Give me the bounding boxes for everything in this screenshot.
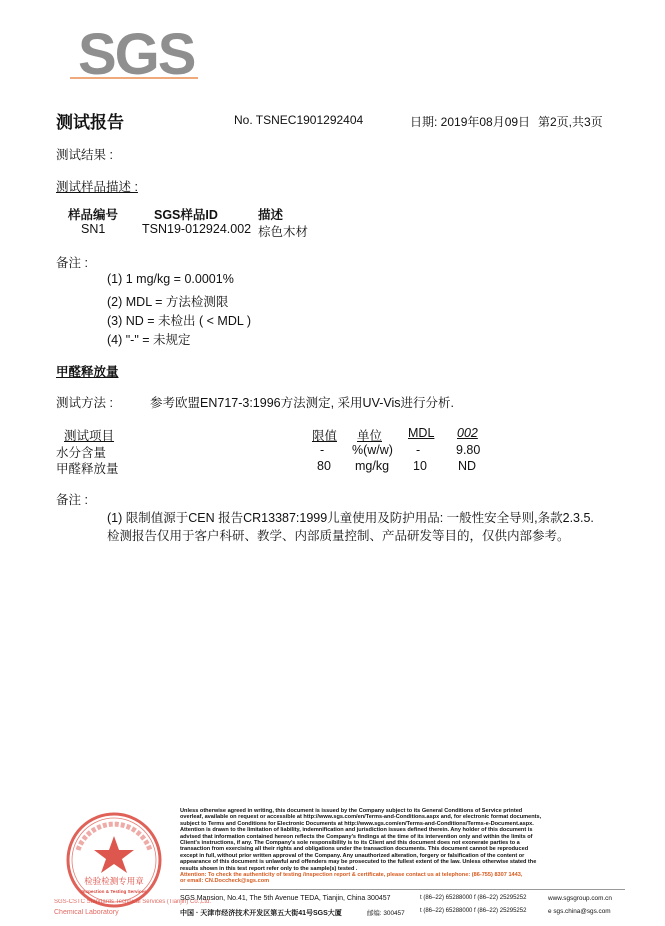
sample-cell-sgs-id: TSN19-012924.002 xyxy=(142,222,252,236)
footer-divider xyxy=(180,889,625,890)
results-cell-unit: mg/kg xyxy=(355,459,390,473)
sample-header-desc: 描述 xyxy=(258,208,284,222)
stamp-lab-text: Chemical Laboratory xyxy=(54,909,119,916)
results-cell-sample: 9.80 xyxy=(456,443,481,457)
note-item: (2) MDL = 方法检测限 xyxy=(107,295,229,309)
sgs-logo xyxy=(70,14,200,86)
disclaimer-line: appearance of this document is unlawful and offenders may be prosecuted to the fullest extent of the law. Unless otherwise stated the xyxy=(180,859,537,866)
stamp-center-text: 检验检测专用章 xyxy=(84,877,144,887)
sample-description-label: 测试样品描述 : xyxy=(56,180,138,194)
footer-address-cn: 中国 · 天津市经济技术开发区第五大街41号SGS大厦 xyxy=(180,910,342,917)
disclaimer-line: Attention is drawn to the limitation of liability, indemnification and jurisdiction issues defined therein. Any holder of this document is xyxy=(180,827,533,834)
disclaimer-line: transaction from exercising all their rights and obligations under the transaction documents. This document cannot be reproduced xyxy=(180,846,529,853)
footer-website: www.sgsgroup.com.cn xyxy=(548,895,612,902)
section-title: 甲醛释放量 xyxy=(56,365,119,379)
note2-item: (1) 限制值源于CEN 报告CR13387:1999儿童使用及防护用品: 一般性安全导则,条款2.3.5. xyxy=(107,511,594,525)
stamp-en-text: Inspection & Testing Services xyxy=(81,889,147,894)
notes2-label: 备注 : xyxy=(56,493,88,507)
report-date: 日期: 2019年08月09日 xyxy=(410,115,531,129)
disclaimer-line: except in full, without prior written approval of the Company. Any unauthorized alteration, forgery or falsification of the content or xyxy=(180,852,525,859)
stamp-company-text: SGS-CSTC Standards Technical Services (Tianjin) Co.,Ltd. xyxy=(54,899,212,905)
star-icon xyxy=(94,836,134,873)
sample-cell-desc: 棕色木材 xyxy=(258,225,309,239)
results-header-item: 测试项目 xyxy=(64,429,115,443)
notes-label: 备注 : xyxy=(56,256,88,270)
sgs-logo-graphic xyxy=(70,14,200,86)
results-cell-mdl: 10 xyxy=(413,459,427,473)
footer-postcode: 邮编: 300457 xyxy=(367,910,405,917)
results-cell-item: 甲醛释放量 xyxy=(56,462,119,476)
results-cell-item: 水分含量 xyxy=(56,446,107,460)
disclaimer-line: Client's instructions, if any. The Company's sole responsibility is to its Client and this document does not exonerate parties to a xyxy=(180,840,520,847)
results-cell-limit: 80 xyxy=(317,459,331,473)
sgs-logo-text: SGS xyxy=(78,22,195,86)
note-item: (3) ND = 未检出 ( < MDL ) xyxy=(107,314,251,328)
footer-email: e sgs.china@sgs.com xyxy=(548,908,611,915)
results-cell-mdl: - xyxy=(416,443,421,457)
footer-phone-2: t (86–22) 65288000 f (86–22) 25295252 xyxy=(420,908,527,914)
sample-cell-id: SN1 xyxy=(81,222,106,236)
disclaimer-line: overleaf, available on request or accessible at http://www.sgs.com/en/Terms-and-Conditions.aspx and, for electronic format documents, xyxy=(180,814,542,821)
results-header-sample: 002 xyxy=(457,426,478,440)
results-cell-limit: - xyxy=(320,443,325,457)
results-cell-sample: ND xyxy=(458,459,477,473)
sample-header-sgs-id: SGS样品ID xyxy=(154,208,218,222)
note-item: (4) "-" = 未规定 xyxy=(107,333,191,347)
disclaimer-line: advised that information contained hereon reflects the Company's findings at the time of its intervention only and within the limits of xyxy=(180,833,533,840)
results-label: 测试结果 : xyxy=(56,148,113,162)
sample-header-id: 样品编号 xyxy=(68,208,119,222)
footer-address-en: SGS Mansion, No.41, The 5th Avenue TEDA, Tianjin, China 300457 xyxy=(180,895,391,902)
disclaimer-block xyxy=(180,808,622,885)
disclaimer-line: results shown in this test report refer only to the sample(s) tested . xyxy=(180,865,358,872)
note-item: (1) 1 mg/kg = 0.0001% xyxy=(107,272,234,286)
results-header-unit: 单位 xyxy=(357,429,383,443)
attention-line: Attention: To check the authenticity of testing /inspection report & certificate, please contact us at telephone: (86-755) 8307 1443, xyxy=(180,872,523,879)
attention-line: or email: CN.Doccheck@sgs.com xyxy=(180,878,270,885)
report-number: No. TSNEC1901292404 xyxy=(234,113,364,127)
disclaimer-line: subject to Terms and Conditions for Electronic Documents at http://www.sgs.com/en/Terms-and-Conditions/Terms-e-Document.aspx. xyxy=(180,820,534,827)
note2-item: 检测报告仅用于客户科研、教学、内部质量控制、产品研发等目的，仅供内部参考。 xyxy=(107,529,570,543)
method-text: 参考欧盟EN717-3:1996方法测定, 采用UV-Vis进行分析. xyxy=(150,396,455,410)
method-label: 测试方法 : xyxy=(56,396,113,410)
disclaimer-line: Unless otherwise agreed in writing, this document is issued by the Company subject to its General Conditions of Service printed xyxy=(180,808,523,814)
results-header-mdl: MDL xyxy=(408,426,435,440)
report-title: 测试报告 xyxy=(56,113,124,132)
results-header-limit: 限值 xyxy=(312,429,338,443)
footer-phone-1: t (86–22) 65288000 f (86–22) 25295252 xyxy=(420,895,527,901)
results-cell-unit: %(w/w) xyxy=(352,443,393,457)
page-number: 第2页,共3页 xyxy=(538,115,603,129)
